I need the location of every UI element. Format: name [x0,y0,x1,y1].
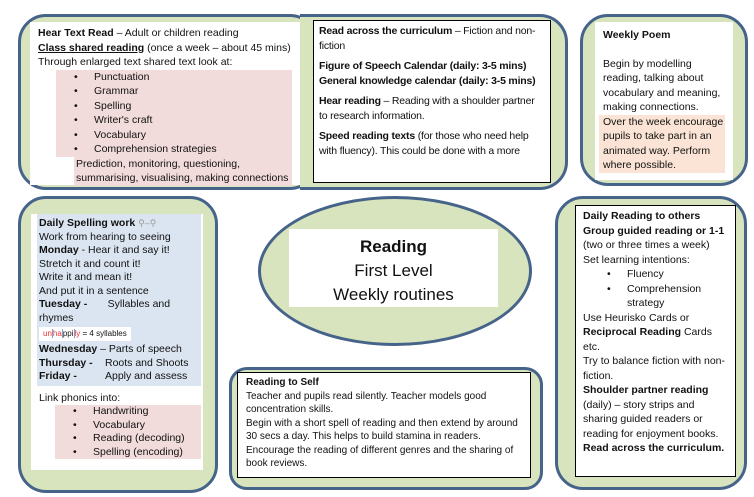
tuesday-label: Tuesday - [39,298,88,310]
phonics-list [55,405,201,459]
list-item: • Writer's craft [56,113,292,128]
monday-text: - Hear it and say it! [78,244,170,256]
across-curriculum-text: Read across the curriculum. [583,442,725,454]
calendar-1: Figure of Speech Calendar (daily: 3-5 mins) [319,60,527,72]
syllable: ly [74,329,81,338]
list-item: • Grammar [56,84,292,99]
use-cards-text: Use Heurisko Cards or [583,311,690,324]
speed-reading-text: (for those who need help with fluency). This could be done with a more [319,130,529,157]
strategies-text: Prediction, monitoring, questioning, summarising, visualising, making connections [74,157,292,186]
wednesday-label: Wednesday [39,343,98,355]
friday-label: Friday - [39,370,77,382]
spelling-line: Write it and mean it! [39,271,133,283]
list-item: • Vocabulary [56,128,292,143]
self-paragraph: Encourage the reading of different genres and the sharing of book reviews. [246,444,514,469]
link-phonics-label: Link phonics into: [39,391,121,404]
list-item: • Spelling [56,99,292,114]
self-title: Reading to Self [246,377,319,388]
group-reading-detail: (two or three times a week) [583,239,710,251]
syllable-example [39,327,131,341]
through-text: Through enlarged text shared text look at: [38,56,233,68]
hear-reading-title: Hear reading [319,95,381,107]
shoulder-title: Shoulder partner reading [583,384,709,396]
syllable: ppi [62,329,74,338]
list-item: • Comprehension strategy [589,282,728,311]
class-shared-title: Class shared reading [38,41,145,54]
self-box [237,372,531,478]
hear-text-box [30,22,300,185]
list-item: • Punctuation [56,70,292,85]
subtitle: Weekly routines [333,285,454,304]
curriculum-title: Read across the curriculum [319,25,453,37]
curriculum-box [313,20,551,183]
self-paragraph: Begin with a short spell of reading and then extend by around 30 secs a day. This helps to build stamina in readers. [246,417,518,442]
list-item: • Vocabulary [55,419,201,433]
level-label: First Level [354,261,433,280]
list-item: • Comprehension strategies [56,142,292,157]
list-item: • Spelling (encoding) [55,446,201,460]
thursday-label: Thursday - [39,356,93,369]
stick-figures-icon: ⚲‒⚲ [138,218,157,228]
list-item: • Handwriting [55,405,201,419]
poem-title: Weekly Poem [603,29,671,41]
tuesday-text: Syllables and rhymes [39,298,171,324]
shoulder-text: (daily) – story strips and sharing guided readers or reading for enjoyment books. [583,398,719,440]
hear-reading-text: – Reading with a shoulder partner to research information. [319,95,535,122]
others-box [575,205,736,477]
intentions-list [589,267,728,311]
friday-text: Apply and assess [105,370,188,382]
wednesday-text: – Parts of speech [97,343,182,355]
class-shared-detail: (once a week – about 45 mins) [144,41,291,54]
hear-text-subtitle: – Adult or children reading [113,27,239,39]
spelling-line: Stretch it and count it! [39,257,141,270]
syllable: ha [52,329,62,338]
balance-text: Try to balance fiction with non-fiction. [583,355,726,382]
calendar-2: General knowledge calendar (daily: 3-5 mins) [319,74,536,87]
syllable: un [43,329,52,338]
poem-box [595,22,733,180]
look-at-list [56,70,292,157]
self-paragraph: Teacher and pupils read silently. Teacher models good concentration skills. [246,390,487,415]
page-title: Reading [359,237,428,256]
curriculum-subtitle: – Fiction and non-fiction [319,25,536,52]
speed-reading-title: Speed reading texts [319,130,415,142]
list-item: • Reading (decoding) [55,432,201,446]
list-item: • Fluency [589,267,728,282]
reciprocal-title: Reciprocal Reading [583,326,682,338]
poem-highlight: Over the week encourage pupils to take part in an animated way. Perform where possible. [599,115,725,173]
others-title: Daily Reading to others [583,210,701,222]
spelling-line: Work from hearing to seeing [39,230,171,243]
spelling-box [31,214,203,470]
syllable-count: = 4 syllables [80,329,127,338]
center-title-box [289,229,498,307]
reciprocal-text: Cards etc. [583,326,712,353]
spelling-line: And put it in a sentence [39,284,149,297]
thursday-text: Roots and Shoots [105,356,189,369]
monday-label: Monday [39,244,79,256]
spelling-title: Daily Spelling work [39,217,136,229]
group-reading-title: Group guided reading or 1-1 [583,224,725,237]
hear-text-title: Hear Text Read [38,27,114,39]
poem-body: Begin by modelling reading, talking about vocabulary and meaning, making connections. [603,57,721,113]
set-intentions-label: Set learning intentions: [583,253,690,266]
